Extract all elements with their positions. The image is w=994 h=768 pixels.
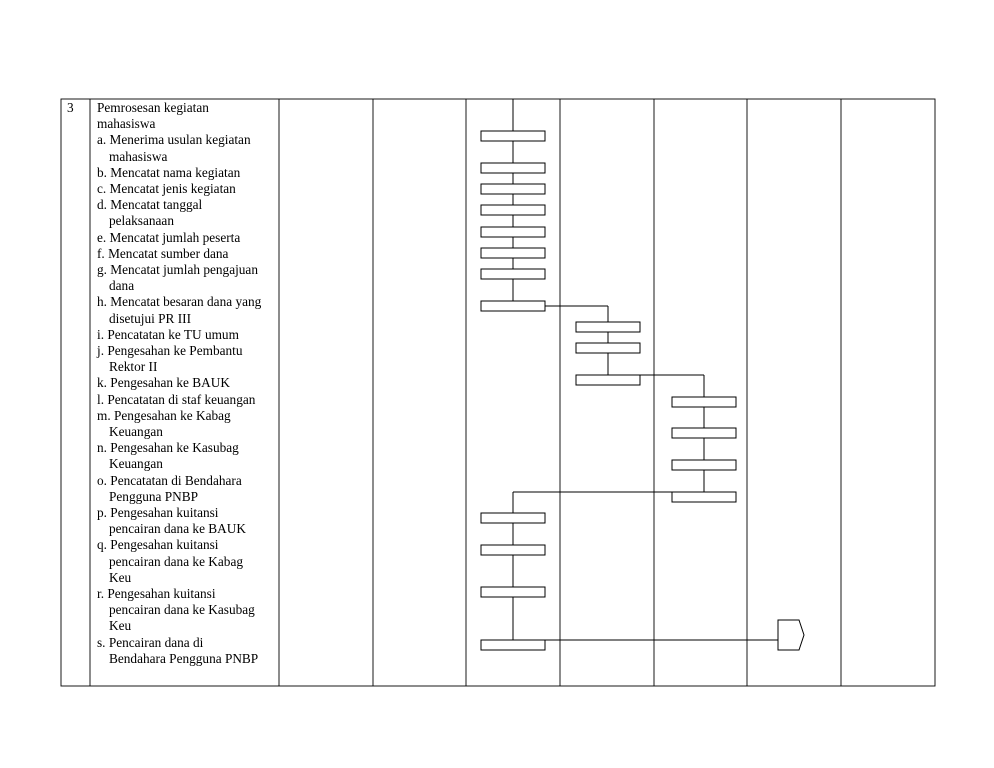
step-label: e. Mencatat jumlah peserta bbox=[97, 229, 241, 245]
step-label: l. Pencatatan di staf keuangan bbox=[97, 391, 256, 407]
step-label: c. Mencatat jenis kegiatan bbox=[97, 181, 236, 196]
step-item bbox=[97, 165, 279, 181]
step-item bbox=[97, 327, 279, 343]
step-label: j. Pengesahan ke Pembantu bbox=[97, 343, 243, 359]
process-box bbox=[481, 640, 545, 650]
step-item bbox=[97, 392, 279, 408]
step-label-continued: Keuangan bbox=[109, 456, 163, 472]
step-item bbox=[97, 343, 279, 375]
step-list bbox=[97, 132, 279, 667]
step-item bbox=[97, 635, 279, 667]
step-label: n. Pengesahan ke Kasubag bbox=[97, 440, 239, 456]
process-box bbox=[672, 397, 736, 407]
step-label-continued: mahasiswa bbox=[109, 148, 168, 164]
step-label: q. Pengesahan kuitansi bbox=[97, 537, 219, 553]
step-label: a. Menerima usulan kegiatan bbox=[97, 132, 251, 148]
activity-title bbox=[97, 100, 277, 132]
step-label-continued: pelaksanaan bbox=[109, 213, 174, 229]
step-label: d. Mencatat tanggal bbox=[97, 197, 203, 213]
step-item bbox=[97, 375, 279, 391]
step-label: i. Pencatatan ke TU umum bbox=[97, 326, 239, 342]
process-box bbox=[481, 163, 545, 173]
off-page-connector bbox=[778, 620, 804, 650]
process-box bbox=[481, 227, 545, 237]
activity-title-line-2: mahasiswa bbox=[97, 116, 156, 132]
step-item bbox=[97, 473, 279, 505]
step-label: f. Mencatat sumber dana bbox=[97, 245, 229, 261]
process-box bbox=[481, 205, 545, 215]
step-item bbox=[97, 505, 279, 537]
process-box bbox=[672, 492, 736, 502]
step-label-continued: dana bbox=[109, 278, 135, 294]
step-label-continued: Keu bbox=[109, 569, 132, 585]
process-box bbox=[481, 269, 545, 279]
process-box bbox=[481, 545, 545, 555]
step-item bbox=[97, 230, 279, 246]
process-box bbox=[481, 248, 545, 258]
step-label-continued: Rektor II bbox=[109, 359, 158, 375]
step-item bbox=[97, 537, 279, 586]
step-label: k. Pengesahan ke BAUK bbox=[97, 375, 230, 391]
process-box bbox=[672, 428, 736, 438]
process-box bbox=[481, 184, 545, 194]
step-label-continued: Pengguna PNBP bbox=[109, 488, 199, 504]
step-item bbox=[97, 586, 279, 635]
process-box bbox=[576, 375, 640, 385]
step-label-continued: pencairan dana ke Kabag bbox=[109, 553, 244, 569]
step-label-continued: Keu bbox=[109, 618, 132, 634]
step-item bbox=[97, 440, 279, 472]
step-label-continued: disetujui PR III bbox=[109, 310, 191, 326]
step-item bbox=[97, 294, 279, 326]
step-label-continued: Keuangan bbox=[109, 424, 163, 440]
step-item bbox=[97, 132, 279, 164]
step-label-continued: pencairan dana ke BAUK bbox=[109, 521, 246, 537]
process-box bbox=[576, 343, 640, 353]
step-label: h. Mencatat besaran dana yang bbox=[97, 294, 262, 310]
row-number: 3 bbox=[67, 100, 74, 115]
step-item bbox=[97, 197, 279, 229]
step-label: r. Pengesahan kuitansi bbox=[97, 586, 216, 602]
step-label-continued: pencairan dana ke Kasubag bbox=[109, 602, 255, 618]
step-label: b. Mencatat nama kegiatan bbox=[97, 164, 241, 180]
step-item bbox=[97, 181, 279, 197]
step-label: o. Pencatatan di Bendahara bbox=[97, 472, 242, 488]
step-label: g. Mencatat jumlah pengajuan bbox=[97, 262, 258, 278]
process-box bbox=[481, 513, 545, 523]
activity-title-line-1: Pemrosesan kegiatan bbox=[97, 100, 209, 115]
step-label: m. Pengesahan ke Kabag bbox=[97, 407, 231, 423]
step-label: s. Pencairan dana di bbox=[97, 634, 204, 650]
process-box bbox=[481, 301, 545, 311]
step-item bbox=[97, 246, 279, 262]
step-item bbox=[97, 262, 279, 294]
process-box bbox=[481, 587, 545, 597]
process-box bbox=[481, 131, 545, 141]
process-box bbox=[672, 460, 736, 470]
process-box bbox=[576, 322, 640, 332]
step-label: p. Pengesahan kuitansi bbox=[97, 505, 219, 521]
step-item bbox=[97, 408, 279, 440]
step-label-continued: Bendahara Pengguna PNBP bbox=[109, 650, 259, 666]
